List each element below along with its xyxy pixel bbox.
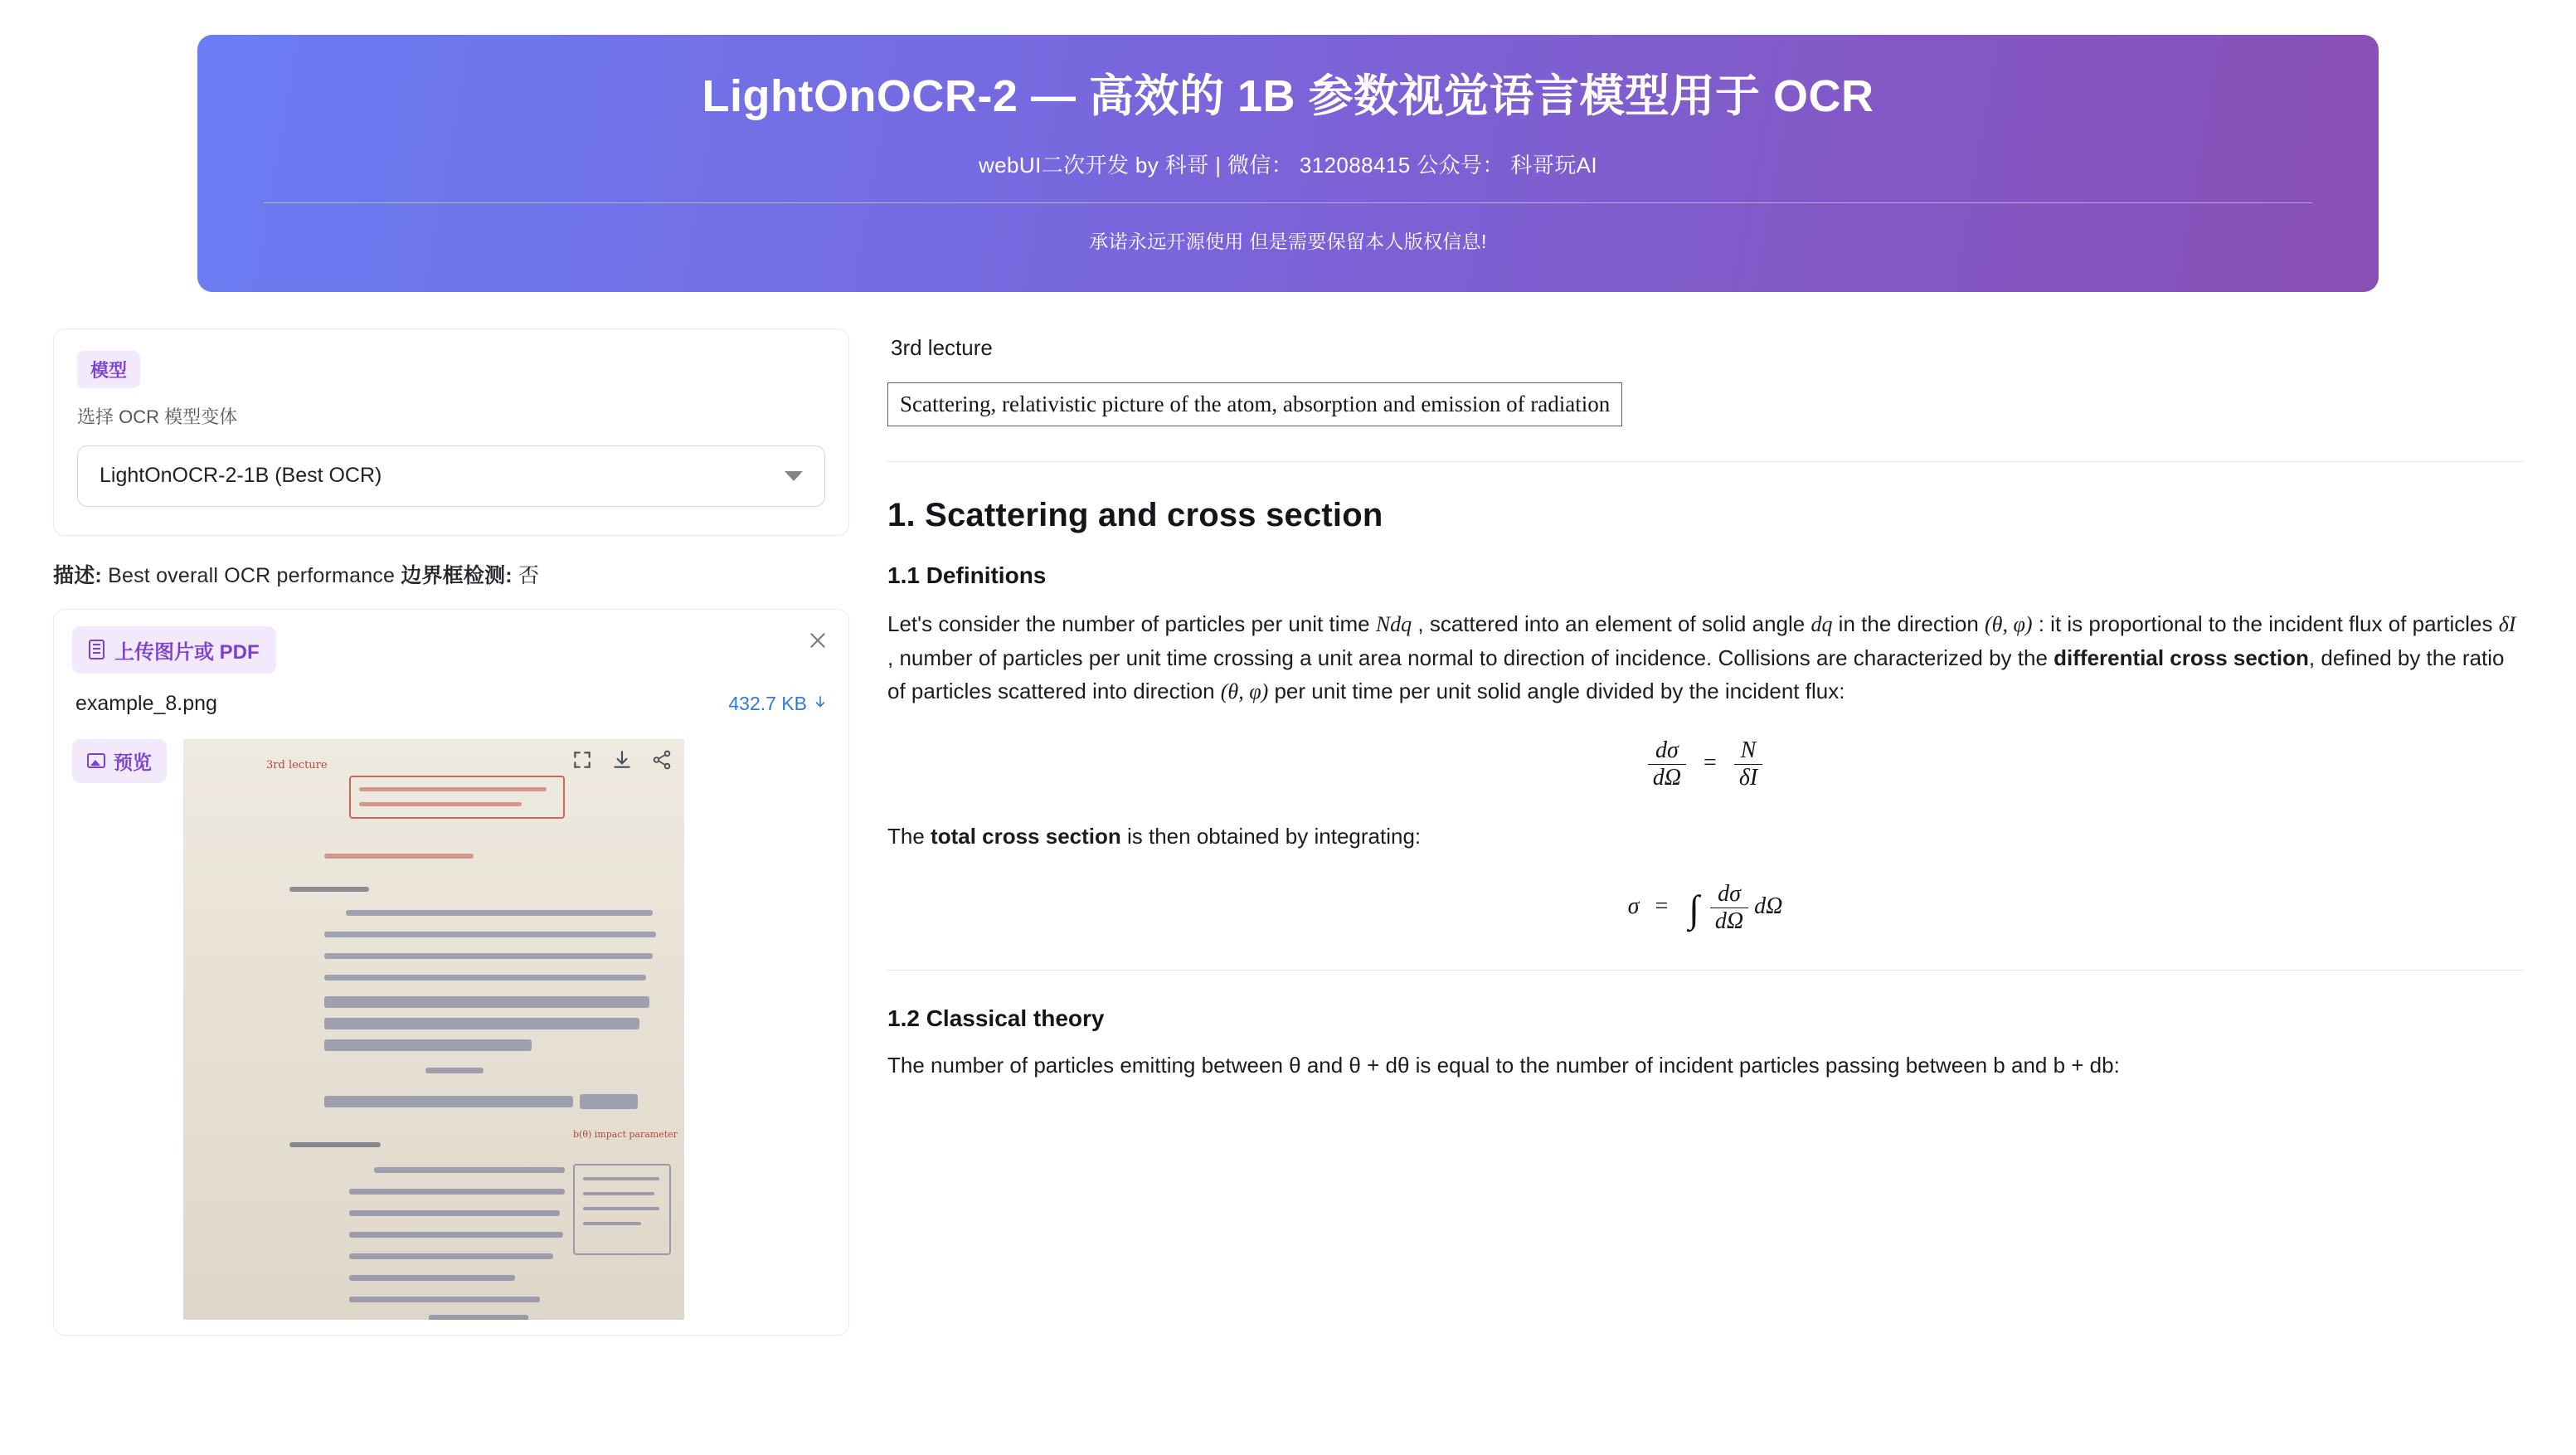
- para1-math2: dq: [1810, 611, 1833, 636]
- scan-line: [359, 787, 547, 791]
- eq2-tail: dΩ: [1754, 893, 1783, 919]
- upload-button[interactable]: [72, 626, 276, 674]
- scan-line: [583, 1192, 654, 1195]
- model-select[interactable]: [77, 445, 825, 507]
- chevron-down-icon[interactable]: [785, 471, 803, 481]
- scan-heading: 3rd lecture: [266, 758, 328, 771]
- para1-f: , defined by the ratio of particles scattered into direction: [887, 645, 2505, 704]
- app-page: [0, 35, 2576, 1455]
- preview-area: [72, 739, 830, 1320]
- banner-note: 承诺永远开源使用 但是需要保留本人版权信息!: [1089, 230, 1487, 252]
- banner-subtitle: webUI二次开发 by 科哥 | 微信： 312088415 公众号： 科哥玩AI: [979, 152, 1597, 178]
- ocr-section-1-2-paragraph: The number of particles emitting between θ and θ + dθ is equal to the number of incident particles passing between b and b + db:: [887, 1052, 2120, 1078]
- eq2-equals: =: [1655, 893, 1669, 919]
- ocr-boxed-title: Scattering, relativistic picture of the atom, absorption and emission of radiation: [887, 382, 1622, 426]
- scan-line: [349, 1232, 563, 1238]
- page-title: LightOnOCR-2 — 高效的 1B 参数视觉语言模型用于 OCR: [702, 71, 1874, 121]
- scan-line: [324, 975, 646, 981]
- para1-bold: differential cross section: [2054, 645, 2309, 671]
- file-name: example_8.png: [75, 691, 217, 715]
- para1-math3: (θ, φ): [1985, 611, 2033, 636]
- eq1-right-fraction: [1734, 737, 1762, 791]
- file-size-download[interactable]: [728, 693, 827, 715]
- ocr-section-1-1-title: 1.1 Definitions: [887, 562, 1047, 588]
- eq2-den: dΩ: [1710, 908, 1748, 935]
- upload-button-label: 上传图片或 PDF: [114, 640, 260, 664]
- ocr-section-1-2-title: 1.2 Classical theory: [887, 1005, 1105, 1031]
- ocr-result-panel: [887, 328, 2523, 1082]
- model-chip: 模型: [77, 351, 140, 388]
- scan-title-box: [349, 776, 565, 819]
- ocr-equation-1: [887, 737, 2523, 791]
- eq1-equals: =: [1704, 749, 1717, 776]
- download-icon[interactable]: [611, 749, 633, 771]
- scan-line: [349, 1275, 515, 1281]
- eq1-right-den: δI: [1734, 764, 1762, 791]
- ocr-equation-2: [887, 881, 2523, 935]
- ocr-header-line: 3rd lecture: [891, 334, 993, 360]
- file-size-label: 432.7 KB: [728, 692, 807, 714]
- scan-line: [324, 854, 474, 859]
- para1-math1: Ndq: [1375, 611, 1412, 636]
- para1-math4: δI: [2498, 611, 2516, 636]
- ocr-paragraph-2: [887, 820, 2523, 853]
- description-value: Best overall OCR performance: [108, 563, 396, 587]
- eq1-left-den: dΩ: [1648, 764, 1686, 791]
- scan-line-highlighted: [324, 996, 649, 1008]
- para1-g: per unit time per unit solid angle divided by the incident flux:: [1268, 679, 1845, 704]
- download-icon[interactable]: [814, 695, 827, 712]
- uploaded-file-row: [72, 692, 830, 721]
- para1-c: in the direction: [1832, 611, 1985, 636]
- para2-b: is then obtained by integrating:: [1120, 823, 1422, 849]
- close-icon[interactable]: [807, 630, 829, 651]
- main-content: [0, 292, 2576, 1336]
- eq1-right-num: N: [1740, 737, 1757, 763]
- eq2-integral: ∫: [1689, 887, 1699, 930]
- para1-d: : it is proportional to the incident flux of particles: [2032, 611, 2499, 636]
- document-preview-image[interactable]: [183, 739, 684, 1320]
- document-icon: [89, 640, 104, 659]
- section-divider: [887, 970, 2523, 971]
- image-icon: [87, 753, 105, 768]
- bbox-key: 边界框检测:: [401, 563, 513, 587]
- scan-annotation: b(θ) impact parameter: [573, 1128, 678, 1140]
- ocr-section-1-title: 1. Scattering and cross section: [887, 496, 1383, 533]
- scan-line: [359, 802, 522, 806]
- preview-chip: [72, 739, 167, 783]
- scan-line: [289, 1142, 381, 1147]
- scan-line: [349, 1253, 553, 1259]
- section-divider: [887, 461, 2523, 462]
- para2-a: The: [887, 823, 931, 849]
- scan-line: [324, 953, 653, 959]
- model-select-value: LightOnOCR-2-1B (Best OCR): [100, 464, 382, 488]
- fullscreen-icon[interactable]: [571, 749, 593, 771]
- scan-line: [346, 910, 653, 916]
- scan-line: [324, 932, 656, 937]
- para2-bold: total cross section: [931, 823, 1121, 849]
- scan-line: [583, 1222, 641, 1225]
- scan-line: [583, 1207, 659, 1210]
- model-select-label: 选择 OCR 模型变体: [77, 406, 238, 427]
- scan-equation-highlighted: [429, 1315, 528, 1320]
- model-description: [53, 559, 849, 589]
- scan-line: [583, 1177, 659, 1180]
- eq1-left-num: dσ: [1655, 737, 1679, 763]
- scan-line: [374, 1167, 565, 1173]
- eq1-left-fraction: [1648, 737, 1686, 791]
- upload-card: [53, 609, 849, 1336]
- scan-line-highlighted: [324, 1096, 573, 1107]
- ocr-paragraph-1: [887, 607, 2523, 709]
- scan-line-highlighted: [324, 1039, 532, 1051]
- para1-math5: (θ, φ): [1220, 679, 1269, 704]
- para1-e: , number of particles per unit time crossing a unit area normal to direction of incidence. Collisions are characterized by the: [887, 645, 2054, 671]
- model-card: [53, 328, 849, 536]
- scan-line: [349, 1210, 560, 1216]
- bbox-value: 否: [518, 563, 540, 587]
- scan-line: [289, 887, 369, 892]
- preview-chip-label: 预览: [114, 751, 152, 773]
- eq2-sigma: σ: [1627, 893, 1640, 919]
- app-banner: [197, 35, 2379, 292]
- eq2-num: dσ: [1718, 880, 1741, 907]
- scan-line: [349, 1189, 565, 1195]
- scan-equation-highlighted: [580, 1094, 638, 1109]
- share-icon[interactable]: [651, 749, 673, 771]
- description-key: 描述:: [53, 563, 102, 587]
- scan-line: [349, 1297, 540, 1302]
- left-panel: [53, 328, 849, 1336]
- preview-toolbar: [571, 749, 673, 771]
- para1-a: Let's consider the number of particles per unit time: [887, 611, 1376, 636]
- scan-equation: [425, 1068, 484, 1073]
- eq2-fraction: [1710, 881, 1748, 935]
- scan-line-highlighted: [324, 1018, 639, 1029]
- banner-divider: [264, 202, 2312, 203]
- para1-b: , scattered into an element of solid angle: [1412, 611, 1811, 636]
